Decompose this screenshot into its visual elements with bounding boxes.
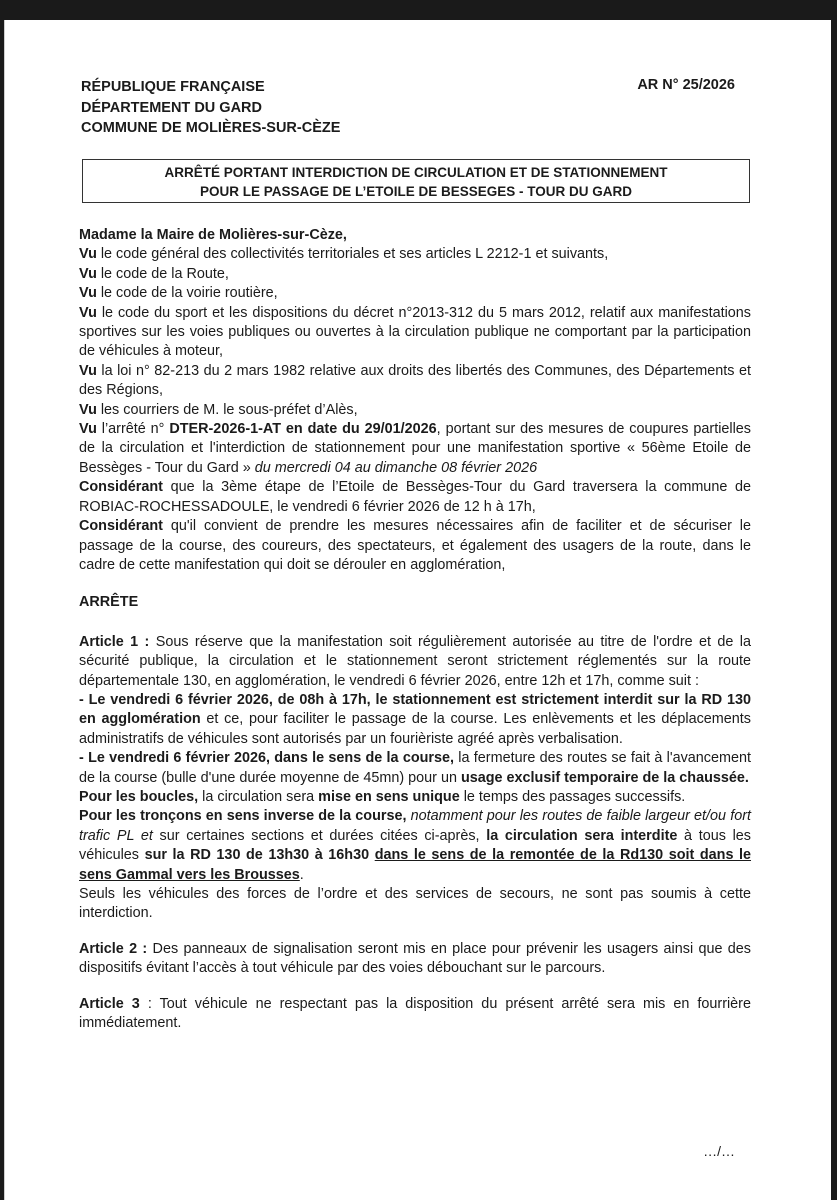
- issuer-header: [81, 77, 340, 139]
- considerant-clause: Considérant que la 3ème étape de l’Etoile de Bessèges-Tour du Gard traversera la commune de ROBIAC-ROCHESSADOULE, le vendredi 6 février 2026 de 12 h à 17h,: [79, 479, 751, 515]
- document-page: [4, 20, 831, 1200]
- header-departement: DÉPARTEMENT DU GARD: [81, 99, 262, 116]
- article-1-parking: - Le vendredi 6 février 2026, de 08h à 17h, le stationnement est strictement interdit sur la RD 130 en agglomération et ce, pour faciliter le passage de la course. Les enlèvements et les déplacements administratifs de véhicules sont autorisés par un fourièriste agréé après verbalisation.: [79, 691, 751, 747]
- article-2: Article 2 : Des panneaux de signalisation seront mis en place pour prévenir les usagers ainsi que des dispositifs évitant l’accès à tout véhicule par des voies débouchant sur le parcours.: [79, 940, 751, 977]
- article-1-exemption: Seuls les véhicules des forces de l’ordre et des services de secours, ne sont pas soumis à cette interdiction.: [79, 886, 751, 922]
- title-line-2: POUR LE PASSAGE DE L’ETOILE DE BESSEGES - TOUR DU GARD: [199, 184, 633, 199]
- header-commune: COMMUNE DE MOLIÈRES-SUR-CÈZE: [81, 120, 341, 136]
- title-line-1: ARRÊTÉ PORTANT INTERDICTION DE CIRCULATION ET DE STATIONNEMENT: [164, 165, 668, 180]
- vu-clause: Vu l’arrêté n° DTER-2026-1-AT en date du 29/01/2026, portant sur des mesures de coupures partielles de la circulation et l'interdiction de stationnement pour une manifestation sportive « 56ème Etoile de Bessèges - Tour du Gard » du mercredi 04 au dimanche 08 février 2026: [79, 421, 751, 476]
- reference-number: AR N° 25/2026: [637, 77, 735, 93]
- article-1-closure: - Le vendredi 6 février 2026, dans le sens de la course, la fermeture des routes se fait à l'avancement de la course (bulle d'une durée moyenne de 45mn) pour un usage exclusif temporaire de la chaussée.: [79, 750, 751, 786]
- article-1: Article 1 : Sous réserve que la manifestation soit régulièrement autorisée au titre de l'ordre et de la sécurité publique, la circulation et le stationnement seront strictement réglementés sur la route départementale 130, en agglomération, le vendredi 6 février 2026, entre 12h et 17h, comme suit :: [79, 633, 751, 689]
- vu-clause: Vu les courriers de M. le sous-préfet d’Alès,: [79, 401, 358, 418]
- vu-clause: Vu la loi n° 82-213 du 2 mars 1982 relative aux droits des libertés des Communes, des Départements et des Régions,: [79, 362, 751, 399]
- document-body: [79, 226, 751, 1033]
- article-1-loops: Pour les boucles, la circulation sera mise en sens unique le temps des passages successifs.: [79, 788, 686, 805]
- vu-clause: Vu le code général des collectivités territoriales et ses articles L 2212-1 et suivants,: [79, 246, 609, 263]
- salutation: Madame la Maire de Molières-sur-Cèze,: [79, 227, 347, 243]
- considerant-clause: Considérant qu'il convient de prendre les mesures nécessaires afin de faciliter et de sécuriser le passage de la course, des coureurs, des spectateurs, et également des usagers de la route, dans le cadre de cette manifestation qui doit se dérouler en agglomération,: [79, 518, 751, 573]
- title-box: [82, 159, 750, 203]
- article-1-reverse: Pour les tronçons en sens inverse de la course, notamment pour les routes de faible largeur et/ou fort trafic PL et sur certaines sections et durées citées ci-après, la circulation sera interdite à tous les véhicules sur la RD 130 de 13h30 à 16h30 dans le sens de la remontée de la Rd130 soit dans le sens Gammal vers les Brousses.: [79, 808, 752, 883]
- article-3: Article 3 : Tout véhicule ne respectant pas la disposition du présent arrêté sera mis en fourrière immédiatement.: [79, 995, 751, 1032]
- continuation-mark: …/…: [703, 1143, 735, 1159]
- vu-clause: Vu le code du sport et les dispositions du décret n°2013-312 du 5 mars 2012, relatif aux manifestations sportives sur les voies publiques ou ouvertes à la circulation publique ne comportant par la participation de véhicules à moteur,: [79, 304, 751, 360]
- vu-clause: Vu le code de la voirie routière,: [79, 285, 278, 302]
- arrete-heading: ARRÊTE: [79, 594, 139, 611]
- vu-clause: Vu le code de la Route,: [79, 265, 229, 282]
- header-republique: RÉPUBLIQUE FRANÇAISE: [81, 79, 265, 95]
